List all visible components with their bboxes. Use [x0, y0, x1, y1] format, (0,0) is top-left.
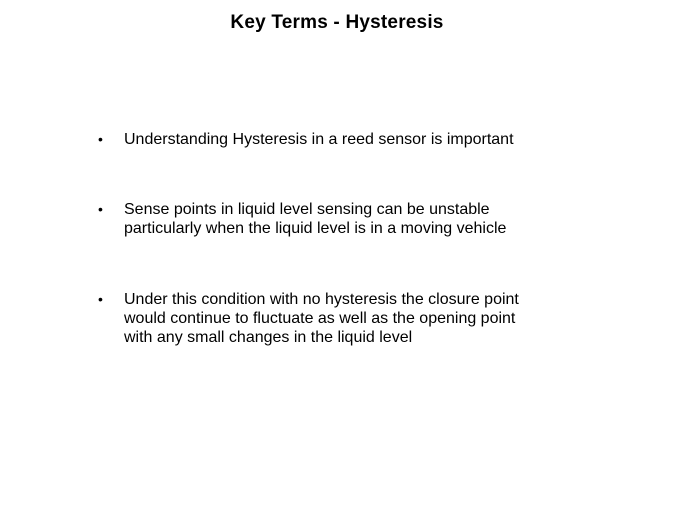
bullet-3-line-1: Under this condition with no hysteresis the closure point: [124, 291, 519, 308]
bullet-dot-icon: •: [98, 291, 103, 307]
bullet-item-2: [98, 200, 618, 238]
bullet-2-line-1: Sense points in liquid level sensing can be unstable: [124, 201, 490, 218]
bullet-item-1: [98, 130, 618, 149]
bullet-3-line-3: with any small changes in the liquid level: [124, 329, 413, 346]
bullet-item-3: [98, 290, 618, 347]
bullet-1-line-1: Understanding Hysteresis in a reed sensor is important: [124, 131, 514, 148]
slide-title: Key Terms - Hysteresis: [230, 12, 444, 33]
bullet-3-line-2: would continue to fluctuate as well as the opening point: [124, 310, 516, 327]
bullet-dot-icon: •: [98, 201, 103, 217]
bullet-text-1: [124, 130, 618, 149]
bullet-text-3: [124, 290, 618, 347]
bullet-dot-icon: •: [98, 131, 103, 147]
bullet-text-2: [124, 200, 618, 238]
bullet-2-line-2: particularly when the liquid level is in a moving vehicle: [124, 220, 507, 237]
